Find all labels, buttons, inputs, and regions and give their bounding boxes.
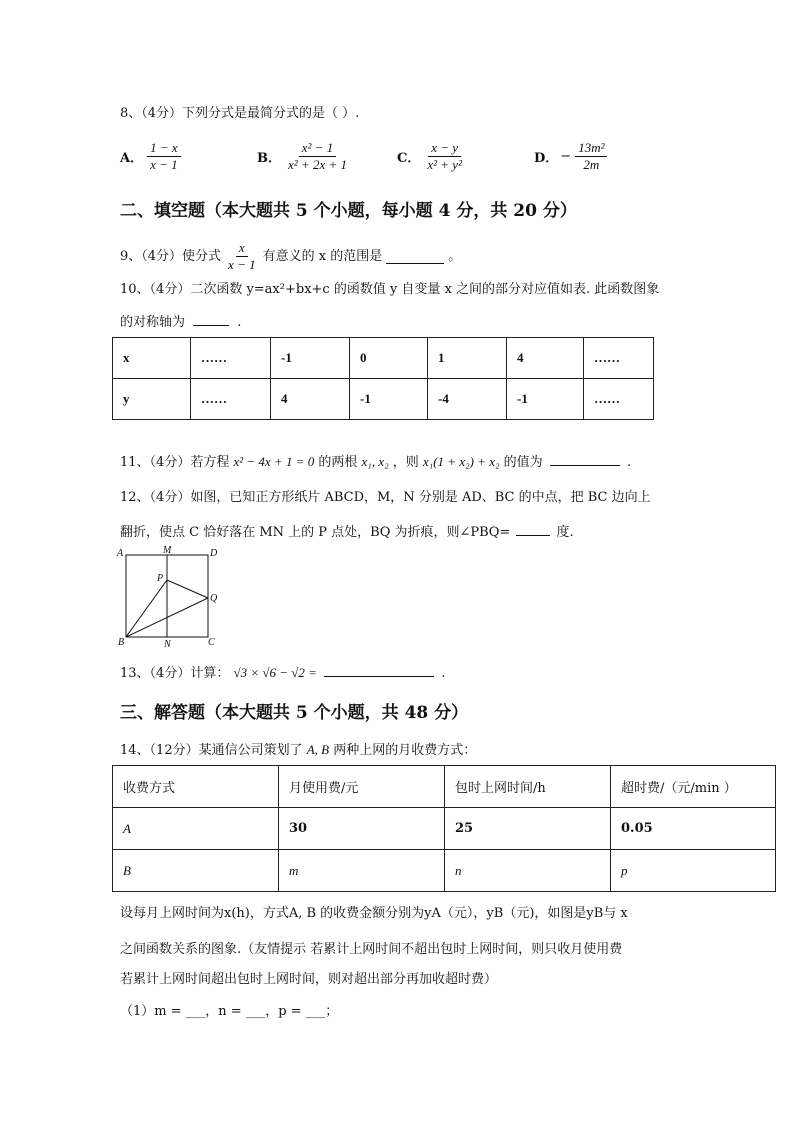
table-cell: 0.05 [611, 808, 776, 850]
numerator: x [236, 240, 248, 257]
table-header-row [113, 766, 776, 808]
q9-prefix: 9、（4分）使分式 [120, 248, 222, 264]
table-cell: A [113, 808, 279, 850]
table-cell: -1 [507, 379, 584, 420]
table-header-cell: 包时上网时间/h [445, 766, 611, 808]
table-row [113, 338, 654, 379]
option-letter: D． [534, 151, 559, 166]
q9-end: 。 [448, 248, 462, 264]
label-b: B [118, 637, 125, 648]
q10-value-table [112, 337, 654, 420]
numerator: x − y [428, 140, 461, 157]
option-c[interactable] [397, 140, 469, 173]
table-cell: 4 [507, 338, 584, 379]
denominator: x − 1 [150, 157, 178, 172]
option-letter: A． [120, 151, 144, 166]
square-fold-figure [112, 544, 222, 650]
q12-line2-end: 度. [556, 525, 574, 540]
table-cell: -4 [428, 379, 507, 420]
option-d[interactable] [534, 140, 611, 173]
minus-sign: − [560, 149, 572, 164]
q11 [120, 451, 631, 473]
table-cell: y [113, 379, 191, 420]
table-cell: 1 [428, 338, 507, 379]
q12-line2 [120, 521, 574, 543]
fraction [424, 140, 465, 173]
q13 [120, 662, 445, 684]
table-cell: …… [584, 379, 654, 420]
numerator: x² − 1 [299, 140, 336, 157]
q10-line2-text: 的对称轴为 [120, 315, 186, 330]
q12-line1: 12、（4分）如图，已知正方形纸片 ABCD，M，N 分别是 AD、BC 的中点，把 BC 边向上 [120, 490, 651, 505]
q13-end: . [441, 666, 446, 681]
table-cell: …… [191, 379, 271, 420]
table-cell: 25 [445, 808, 611, 850]
denominator: x² + y² [427, 157, 462, 172]
q8-options [120, 140, 640, 180]
q8-stem: 8、（4分）下列分式是最简分式的是（ ）. [120, 106, 360, 121]
q14-stem-prefix: 14、（12分）某通信公司策划了 [120, 743, 303, 758]
table-cell: x [113, 338, 191, 379]
numerator: 1 − x [147, 140, 181, 157]
q11-prefix: 11、（4分）若方程 [120, 455, 230, 470]
q11-end: . [626, 455, 632, 470]
fraction [285, 140, 350, 173]
q9 [120, 240, 461, 273]
q14-stem-vars: A, B [306, 742, 330, 757]
q14-para-1: 设每月上网时间为x(h)，方式A, B 的收费金额分别为yA（元），yB（元)，如图是yB与 x [120, 906, 628, 921]
label-d: D [210, 548, 218, 559]
q11-sep: ，则 [392, 455, 419, 470]
table-cell: …… [584, 338, 654, 379]
q14-para-2: 之间函数关系的图象.（友情提示 若累计上网时间不超出包时上网时间，则只收月使用费 [120, 942, 623, 957]
q10-line1: 10、（4分）二次函数 y=ax²+bx+c 的函数值 y 自变量 x 之间的部分对应值如表. 此函数图象 [120, 282, 660, 297]
label-m: M [163, 545, 172, 556]
denominator: x² + 2x + 1 [288, 157, 347, 172]
q12-line2-text: 翻折，使点 C 恰好落在 MN 上的 P 点处，BQ 为折痕，则∠PBQ= [120, 525, 511, 540]
table-cell: -1 [350, 379, 428, 420]
section-2-title: 二、填空题（本大题共 5 个小题，每小题 4 分，共 20 分） [120, 201, 577, 221]
segment-pq [167, 580, 208, 598]
option-b[interactable] [257, 140, 354, 173]
table-header-cell: 收费方式 [113, 766, 279, 808]
table-cell: m [279, 850, 445, 892]
answer-blank[interactable] [516, 521, 550, 536]
q14-stem-suffix: 两种上网的月收费方式： [333, 743, 477, 758]
fraction [147, 140, 181, 173]
label-q: Q [210, 593, 218, 604]
denominator: x − 1 [228, 257, 256, 272]
option-a[interactable] [120, 140, 185, 173]
label-p: P [157, 573, 164, 584]
section-3-title: 三、解答题（本大题共 5 个小题，共 48 分） [120, 703, 469, 723]
q11-expression: x₁(1 + x₂) + x₂ [422, 454, 500, 469]
answer-blank[interactable] [386, 249, 444, 264]
table-cell: B [113, 850, 279, 892]
q14-sub-1: （1）m = ___，n = ___，p = ___； [120, 1004, 339, 1019]
table-row [113, 850, 776, 892]
q11-equation: x² − 4x + 1 = 0 [233, 454, 315, 469]
answer-blank[interactable] [324, 662, 434, 677]
q11-suffix: 的值为 [503, 455, 543, 470]
q13-prefix: 13、（4分）计算： [120, 666, 230, 681]
segment-bp [126, 580, 167, 637]
q13-expression: √3 × √6 − √2 = [233, 665, 317, 680]
table-cell: …… [191, 338, 271, 379]
table-cell: 4 [271, 379, 350, 420]
denominator: 2m [583, 157, 600, 172]
q9-suffix: 有意义的 x 的范围是 [262, 248, 383, 264]
label-c: C [208, 637, 215, 648]
q14-para-3: 若累计上网时间超出包时上网时间，则对超出部分再加收超时费） [120, 972, 498, 987]
table-cell: p [611, 850, 776, 892]
option-letter: C． [397, 151, 421, 166]
table-header-cell: 超时费/（元/min ） [611, 766, 776, 808]
q14-stem [120, 740, 476, 761]
fraction [575, 140, 607, 173]
table-cell: 30 [279, 808, 445, 850]
q10-line2-end: . [237, 315, 242, 330]
answer-blank[interactable] [550, 451, 620, 466]
label-a: A [117, 548, 124, 559]
option-letter: B． [257, 151, 281, 166]
table-row [113, 379, 654, 420]
q10-line2 [120, 311, 241, 333]
numerator: 13m² [575, 140, 607, 157]
table-cell: 0 [350, 338, 428, 379]
table-row [113, 808, 776, 850]
fraction [225, 240, 259, 273]
q11-roots: x₁, x₂ [361, 454, 389, 469]
q14-fee-table [112, 765, 776, 892]
table-cell: n [445, 850, 611, 892]
q11-middle: 的两根 [318, 455, 358, 470]
answer-blank[interactable] [193, 311, 229, 326]
table-header-cell: 月使用费/元 [279, 766, 445, 808]
label-n: N [164, 639, 171, 650]
table-cell: -1 [271, 338, 350, 379]
